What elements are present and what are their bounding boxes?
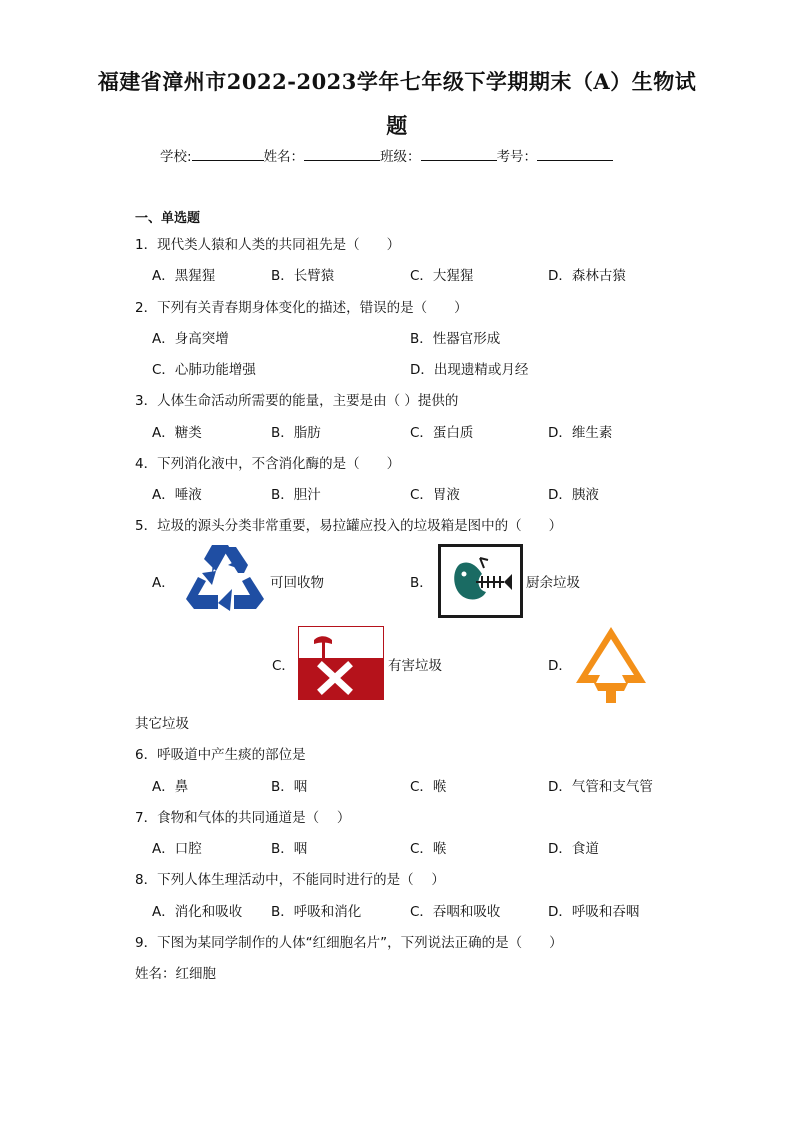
q7-option-d: D．食道: [548, 841, 599, 857]
kitchen-waste-icon: [438, 544, 523, 618]
q2-option-b: B．性器官形成: [410, 331, 501, 347]
q5-option-a-label: 可回收物: [270, 575, 324, 591]
page-title: 福建省漳州市2022-2023学年七年级下学期期末（A）生物试: [97, 69, 697, 94]
question-6: 6．呼吸道中产生痰的部位是: [135, 747, 306, 763]
q3-option-d: D．维生素: [548, 425, 613, 441]
question-2: 2．下列有关青春期身体变化的描述，错误的是（ ）: [135, 300, 468, 316]
question-3: 3．人体生命活动所需要的能量，主要是由（ ）提供的: [135, 393, 459, 409]
q5-option-c-label: 有害垃圾: [388, 658, 442, 674]
q6-option-b: B．咽: [271, 779, 308, 795]
number-label: 考号：: [496, 149, 538, 165]
section-heading: 一、单选题: [135, 211, 201, 226]
q3-option-b: B．脂肪: [271, 425, 321, 441]
class-label: 班级：: [380, 149, 421, 165]
hazardous-waste-icon: [298, 626, 384, 700]
q3-option-c: C．蛋白质: [410, 425, 474, 441]
question-7: 7．食物和气体的共同通道是（ ）: [135, 810, 351, 826]
q2-option-d: D．出现遗精或月经: [410, 362, 529, 378]
q2-option-c: C．心肺功能增强: [152, 362, 256, 378]
class-field[interactable]: [421, 148, 497, 161]
q6-option-d: D．气管和支气管: [548, 779, 653, 795]
q4-option-b: B．胆汁: [271, 487, 321, 503]
q4-option-a: A．唾液: [152, 487, 202, 503]
q8-option-b: B．呼吸和消化: [271, 904, 362, 920]
q8-option-d: D．呼吸和吞咽: [548, 904, 640, 920]
q8-option-c: C．吞咽和吸收: [410, 904, 501, 920]
name-field[interactable]: [304, 148, 380, 161]
question-5: 5．垃圾的源头分类非常重要，易拉罐应投入的垃圾箱是图中的（ ）: [135, 518, 563, 534]
school-label: 学校:: [160, 149, 192, 165]
q1-option-a: A．黑猩猩: [152, 268, 216, 284]
q2-option-a: A．身高突增: [152, 331, 229, 347]
q3-option-a: A．糖类: [152, 425, 202, 441]
number-field[interactable]: [537, 148, 613, 161]
q1-option-d: D．森林古猿: [548, 268, 626, 284]
recycle-icon: [182, 543, 267, 615]
q5-option-c: C．: [272, 658, 295, 674]
q5-option-b: B．: [410, 575, 433, 591]
q1-option-b: B．长臂猿: [271, 268, 335, 284]
q4-option-c: C．胃液: [410, 487, 460, 503]
question-9: 9．下图为某同学制作的人体“红细胞名片”，下列说法正确的是（ ）: [135, 935, 563, 951]
q6-option-a: A．鼻: [152, 779, 189, 795]
name-label: 姓名：: [263, 149, 305, 165]
q7-option-a: A．口腔: [152, 841, 202, 857]
q5-option-d-label: 其它垃圾: [135, 716, 189, 732]
question-1: 1．现代类人猿和人类的共同祖先是（ ）: [135, 237, 401, 253]
question-4: 4．下列消化液中，不含消化酶的是（ ）: [135, 456, 401, 472]
q8-option-a: A．消化和吸收: [152, 904, 243, 920]
q4-option-d: D．胰液: [548, 487, 599, 503]
question-8: 8．下列人体生理活动中，不能同时进行的是（ ）: [135, 872, 445, 888]
other-waste-icon: [574, 625, 648, 705]
q7-option-b: B．咽: [271, 841, 308, 857]
q5-option-d: D．: [548, 658, 572, 674]
q5-option-b-label: 厨余垃圾: [526, 575, 580, 591]
school-field[interactable]: [192, 148, 264, 161]
q6-option-c: C．喉: [410, 779, 447, 795]
student-info-line: [160, 145, 613, 165]
q1-option-c: C．大猩猩: [410, 268, 474, 284]
red-cell-card-name: 姓名：红细胞: [135, 966, 216, 982]
q7-option-c: C．喉: [410, 841, 447, 857]
page-title-continued: 题: [386, 113, 408, 138]
q5-option-a: A．: [152, 575, 175, 591]
